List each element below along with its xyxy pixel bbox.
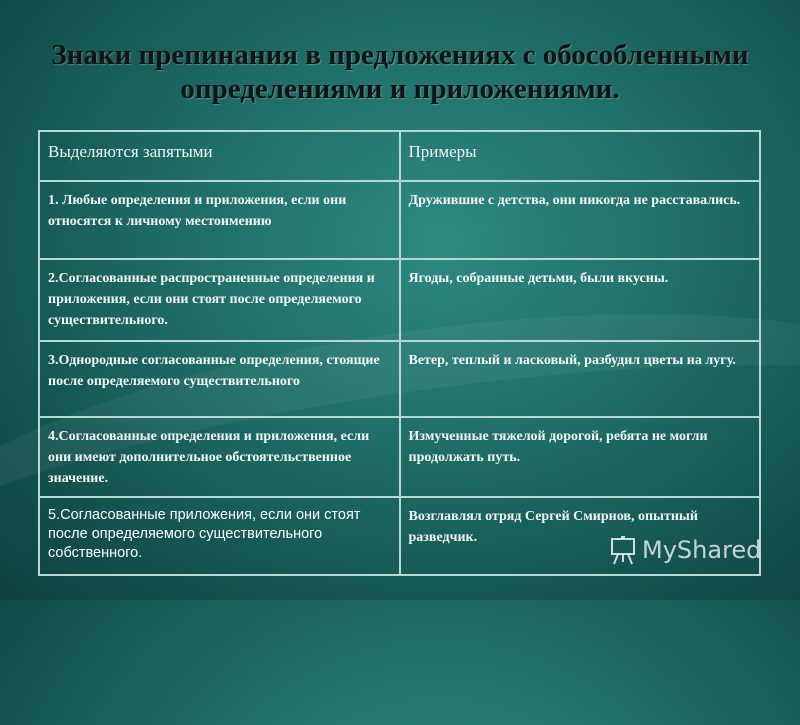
watermark-text: MyShared — [642, 536, 762, 564]
example-cell: Измученные тяжелой дорогой, ребята не могли продолжать путь. — [400, 417, 761, 497]
myshared-watermark — [610, 535, 761, 565]
table-row — [39, 417, 760, 497]
rule-cell: 3.Однородные согласованные определения, стоящие после определяемого существительного — [39, 341, 400, 417]
rule-cell: 5.Согласованные приложения, если они стоят после определяемого существительного собственного. — [39, 497, 400, 575]
table-header-row — [39, 131, 760, 181]
rule-cell: 2.Согласованные распространенные определения и приложения, если они стоят после определяемого существительного. — [39, 259, 400, 341]
rules-table — [38, 130, 761, 576]
example-cell: Дружившие с детства, они никогда не расставались. — [400, 181, 761, 259]
example-cell: Ягоды, собранные детьми, были вкусны. — [400, 259, 761, 341]
example-cell: Ветер, теплый и ласковый, разбудил цветы на лугу. — [400, 341, 761, 417]
slide-title: Знаки препинания в предложениях с обособленными определениями и приложениями. — [51, 39, 749, 105]
header-examples: Примеры — [400, 131, 761, 181]
rules-table-container — [38, 130, 761, 576]
header-rule: Выделяются запятыми — [39, 131, 400, 181]
table-row — [39, 341, 760, 417]
example-cell: Возглавлял отряд Сергей Смирнов, опытный разведчик. — [400, 497, 761, 575]
presentation-board-icon — [610, 535, 636, 565]
table-row — [39, 259, 760, 341]
rule-cell: 4.Согласованные определения и приложения, если они имеют дополнительное обстоятельственное значение. — [39, 417, 400, 497]
table-row — [39, 181, 760, 259]
rule-cell: 1. Любые определения и приложения, если они относятся к личному местоимению — [39, 181, 400, 259]
